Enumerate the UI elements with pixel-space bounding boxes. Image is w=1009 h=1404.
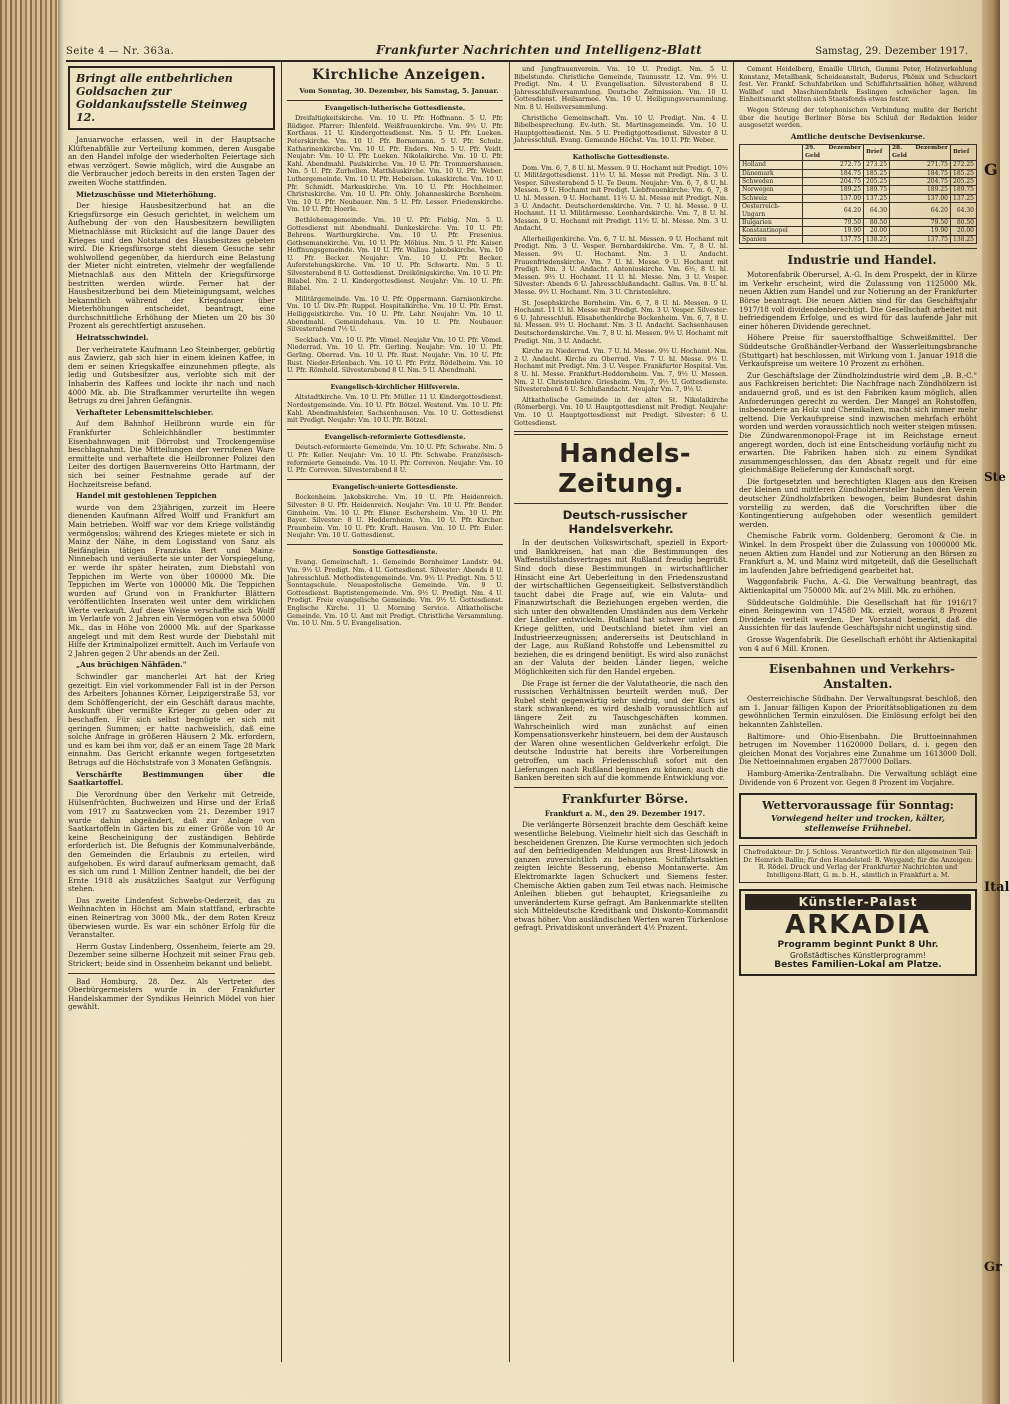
paragraph: und Jungfrauenverein. Vm. 10 U. Predigt. Nm. 5 U. Bibelstunde. Christliche Gemeinde, Taunusstr. 12. Vm. 9½ U. Predigt. Nm. 4 U. Evangelisation. Silvesterabend 8 U. Jahresschlußversammlung. Deutsche Zeltmission. Vm. 10 U. Gottesdienst. Heilsarmee. Vm. 10 U. Heiligungsversammlung. Nm. 8 U. Heilsversammlung. xyxy=(514,65,728,111)
paragraph: Cement Heidelberg, Emaille Ullrich, Gummi Peter, Holzverkohlung Konstanz, Metallbank, Scheideanstalt, Buderus, Phönix und Schuckert fest. Ver. Frankf. Schuhfabriken und Schiffahrtsaktien höher, während Wallhof und Maschinenfabrik Esslingen schwächer lagen. Im Einheitsmarkt stellten sich Staatsfonds etwas fester. xyxy=(739,65,977,104)
currency-name: Bulgarien xyxy=(740,219,803,227)
rate-value: 271.75 xyxy=(890,161,951,169)
table-row xyxy=(740,235,977,243)
divider xyxy=(739,657,977,658)
table-header: 29. Dezember Geld xyxy=(803,145,864,161)
rate-value: 272.75 xyxy=(803,161,864,169)
rate-value: 184.75 xyxy=(803,169,864,177)
paragraph: Militärgemeinde. Vm. 10 U. Pfr. Oppermann. Garnisonkirche. Vm. 10 U. Div.-Pfr. Ruppel. Hospitalkirche. Vm. 10 U. Pfr. Ernst. Heiliggeistkirche. Vm. 10 U. Pfr. Lehr. Neujahr: Vm. 10 U. Abendmahl. Gemeindehaus. Vm. 10 U. Pfr. Neubauer. Silvesterabend 7½ U. xyxy=(287,294,503,334)
paragraph: Chemische Fabrik vorm. Goldenberg, Geromont & Cie. in Winkel. In dem Prospekt über die Zulassung von 1000000 Mk. neuen Aktien zum Handel und zur Notierung an den Börsen zu Frankfurt a. M. und Mainz wird mitgeteilt, daß die Gesellschaft im laufenden Jahre befriedigend gearbeitet hat. xyxy=(739,531,977,575)
currency-name: Spanien xyxy=(740,235,803,243)
paragraph: Dreifaltigkeitskirche. Vm. 10 U. Pfr. Hoffmann. 5 U. Pfr. Rüdiger. Pfarrer: Ihlenfeld. Weißfrauenkirche. Vm. 9½ U. Pfr. Korthaus. 11 U. Kindergottesdienst. Nm. 5 U. Pfr. Lueken. Peterskirche. Vm. 10 U. Pfr. Bornemann. 5 U. Pfr. Schulz. Katharinenkirche. Vm. 10 U. Pfr. Enders. Nm. 5 U. Pfr. Veidt. Neujahr: Vm. 10 U. Pfr. Lueken. Nikolaikirche. Vm. 10 U. Pfr. Kahl. Abendmahl. Paulskirche. Vm. 10 U. Pfr. Trommershausen. Nm. 5 U. Pfr. Zurhellen. Matthäuskirche. Vm. 10 U. Pfr. Weber. Luthergemeinde. Vm. 10 U. Pfr. Hebeisen. Lukaskirche. Vm. 10 U. Pfr. Schmidt. Markuskirche. Vm. 10 U. Pfr. Hochheimer. Christuskirche. Vm. 10 U. Pfr. Ohly. Johanneskirche Bornheim. Vm. 10 U. Pfr. Neubauer. Nm. 5 U. Pfr. Lesser. Friedenskirche. Vm. 10 U. Pfr. Hoerle. xyxy=(287,114,503,214)
rate-value: 138.25 xyxy=(864,235,890,243)
page-header xyxy=(66,42,972,62)
paragraph: Dom. Vm. 6, 7, 8 U. hl. Messen. 9 U. Hochamt mit Predigt. 10½ U. Militärgottesdienst. 11½ U. hl. Messe mit Predigt. Nm. 3 U. Vesper. Silvesterabend 5 U. Te Deum. Neujahr: Vm. 6, 7, 8 U. hl. Messen. 9 U. Hochamt mit Predigt. Liebfrauenkirche. Vm. 6, 7, 8 U. hl. Messen. 9 U. Hochamt. 11½ U. hl. Messe mit Predigt. Nm. 3 U. Andacht. Deutschordenskirche. Vm. 7 U. hl. Messe. 9 U. Hochamt. 11 U. Militärmesse. Leonhardskirche. Vm. 7, 8 U. hl. Messen. 9 U. Hochamt mit Predigt. 11½ U. hl. Messe. Nm. 3 U. Andacht. xyxy=(514,163,728,233)
divider xyxy=(287,379,503,380)
rate-value: 185.25 xyxy=(864,169,890,177)
paragraph: Grosse Wagenfabrik. Die Gesellschaft erhöht ihr Aktienkapital von 4 auf 6 Mill. Kronen. xyxy=(739,634,977,653)
weather-title: Wettervoraussage für Sonntag: xyxy=(762,799,954,813)
table-header: Brief xyxy=(950,145,976,161)
currency-name: Norwegen xyxy=(740,186,803,194)
article-heading: Verschärfte Bestimmungen über die Saatkartoffel. xyxy=(68,769,275,788)
paragraph: Süddeutsche Goldmühle. Die Gesellschaft hat für 1916/17 einen Reingewinn von 174580 Mk. erzielt, woraus 8 Prozent Dividende verteilt werden. Der Vorstand bemerkt, daß die Aussichten für das laufende Geschäftsjahr nicht ungünstig sind. xyxy=(739,597,977,633)
paragraph: Schwindler gar mancherlei Art hat der Krieg gezeitigt. Ein viel vorkommender Fall ist in der Person des Arbeiters Johannes Körner, Leipzigerstraße 53, vor dem Schöffengericht, der ein Geschäft daraus machte, Auskunft über vermißte Krieger zu geben oder zu beschaffen. Für sich selbst begnügte er sich mit geringen Summen; er hatte nachweislich, daß eine solche Anfrage in größeren Häusern 2 Mk. erfordern, und es kam bei ihm vor, daß er an einem Tage 28 Mark einnahm. Das Gericht erkannte wegen fortgesetzten Betrugs auf die Höchststrafe von 3 Monaten Gefängnis. xyxy=(68,672,275,767)
article-heading: Mietzuschüsse und Mieterhöhung. xyxy=(76,189,217,199)
paragraph: Altkatholische Gemeinde in der alten St. Nikolaikirche (Römerberg). Vm. 10 U. Hauptgottesdienst mit Predigt. Neujahr: Vm. 10 U. Hauptgottesdienst mit Predigt. Silvester: 6 U. Gottesdienst. xyxy=(514,395,728,427)
divider xyxy=(287,100,503,101)
table-header: 28. Dezember Geld xyxy=(890,145,951,161)
rate-value: 79.50 xyxy=(890,219,951,227)
edge-fragment-1: G xyxy=(984,160,998,179)
gold-appeal-box xyxy=(68,66,275,130)
rate-value: 137.25 xyxy=(864,194,890,202)
newspaper-title: Frankfurter Nachrichten und Intelligenz-Blatt xyxy=(376,43,702,57)
rate-value: 20.00 xyxy=(864,227,890,235)
edge-fragment-2: Ste xyxy=(984,470,1006,484)
currency-name: Holland xyxy=(740,161,803,169)
column-catholic-and-trade xyxy=(514,66,728,1366)
rate-value: 205.25 xyxy=(950,177,976,185)
subsection-heading: Katholische Gottesdienste. xyxy=(572,152,670,161)
section-heading: Eisenbahnen und Verkehrs-Anstalten. xyxy=(769,662,955,692)
article-heading: Heiratsschwindel. xyxy=(76,333,149,343)
subsection-heading: Evangelisch-lutherische Gottesdienste. xyxy=(324,103,466,112)
paragraph: Waggonfabrik Fuchs, A.-G. Die Verwaltung beantragt, das Aktienkapital um 750000 Mk. auf 2¼ Mill. Mk. zu erhöhen. xyxy=(739,577,977,595)
currency-name: Schweden xyxy=(740,177,803,185)
divider xyxy=(287,429,503,430)
divider xyxy=(514,149,728,150)
paragraph: Seckbach. Vm. 10 U. Pfr. Vömel. Neujahr Vm. 10 U. Pfr. Vömel. Niederrad. Vm. 10 U. Pfr. Gerling. Neujahr: Vm. 10 U. Pfr. Gerling. Oberrad. Vm. 10 U. Pfr. Rust. Neujahr: Vm. 10 U. Pfr. Rust. Nieder-Erlenbach. Vm. 10 U. Pfr. Fritz. Rödelheim. Vm. 10 U. Pfr. Römheld. Silvesterabend 8 U. Nm. 5 U. Abendmahl. xyxy=(287,335,503,375)
rate-value: 137.75 xyxy=(803,235,864,243)
paragraph: Altstadtkirche. Vm. 10 U. Pfr. Müller. 11 U. Kindergottesdienst. Nordostgemeinde. Vm. 10 U. Pfr. Bötzel. Westend. Vm. 10 U. Pfr. Kahl. Abendmahlsfeier. Sachsenhausen. Vm. 10 U. Gottesdienst mit Predigt. Neujahr: Vm. 10 U. Pfr. Bötzel. xyxy=(287,393,503,425)
paragraph: Höhere Preise für sauerstoffhaltige Schweißmittel. Der Süddeutsche Großhändler-Verband der Wasserleitungsbranche (Stuttgart) hat beschlossen, mit Wirkung vom 1. Januar 1918 die Verkaufspreise um weitere 10 Prozent zu erhöhen. xyxy=(739,333,977,369)
paragraph: Wegen Störung der telephonischen Verbindung mußte der Bericht über die heutige Berliner Börse bis Schluß der Redaktion leider ausgesetzt werden. xyxy=(739,105,977,130)
subsection-heading: Evangelisch-kirchlicher Hilfsverein. xyxy=(330,382,460,391)
paragraph: Herrn Gustav Lindenberg, Ossenheim, feierte am 29. Dezember seine silberne Hochzeit mit seiner Frau geb. Strickert; beide sind in Ossenheim bekannt und beliebt. xyxy=(68,941,275,969)
paragraph: Die Frage ist ferner die der Valutatheorie, die nach den russischen Verhältnissen beurteilt werden muß. Der Rubel steht gegenwärtig sehr niedrig, und der Kurs ist stark schwankend; es wird deshalb voraussichtlich auf längere Zeit zu Tauschgeschäften kommen. Wahrscheinlich wird man zunächst auf einen Kompensationsverkehr hinsteuern, bei dem der Austausch der Waren ohne wesentlichen Geldverkehr erfolgt. Die deutsche Industrie hat bereits ihre Vorbereitungen getroffen, um nach Friedensschluß sofort mit den Lieferungen nach Rußland beginnen zu können; auch die Banken bereiten sich auf die kommende Entwicklung vor. xyxy=(514,678,728,783)
paragraph: Zur Geschäftslage der Zündholzindustrie wird dem „B. B.-C." aus Fachkreisen berichtet: Die Nachfrage nach Zündhölzern ist andauernd groß, und es ist den Fabriken kaum möglich, allen Anforderungen gerecht zu werden. Der Mangel an Rohstoffen, insbesondere an Holz und Chemikalien, macht sich immer mehr geltend. Die Verkaufspreise sind inzwischen mehrfach erhöht worden und werden voraussichtlich noch weiter steigen müssen. Die Zündwarenmonopol-Frage ist im Reichstage erneut angeregt worden, doch ist eine Entscheidung vorläufig nicht zu erwarten. Die Fabriken haben sich zu einem Syndikat zusammengeschlossen, das den Absatz regelt und für eine gleichmäßige Belieferung der Kundschaft sorgt. xyxy=(739,370,977,475)
column-church-notices xyxy=(287,66,503,1366)
rate-value: 19.90 xyxy=(803,227,864,235)
ad-venue-band: Künstler-Palast xyxy=(745,894,971,910)
table-row xyxy=(740,203,977,219)
paragraph: Baltimore- und Ohio-Eisenbahn. Die Bruttoeinnahmen betrugen im November 11620000 Dollars, d. i. gegen den gleichen Monat des Vorjahres eine Zunahme um 1613000 Doll. Die Nettoeinnahmen ergaben 2877000 Dollars. xyxy=(739,731,977,767)
divider xyxy=(514,503,728,504)
paragraph: In der deutschen Volkswirtschaft, speziell in Export- und Bankkreisen, hat man die Bestimmungen des Waffenstillstandsvertrages mit Rußland freudig begrüßt. Sind doch diese Bestimmungen in wirtschaftlicher Hinsicht eine Art Ueberleitung in den Friedenszustand der wirtschaftlichen Gegenseitigkeit. Selbstverständlich taucht dabei die Frage auf, wie ein Valuta- und Finanzwirtschaft die Beziehungen ergeben werden, die sich unter den obwaltenden Umständen aus dem Verkehr der Ländler entwickeln. Rußland hat schwer unter dem Kriege gelitten, und Deutschland bietet ihm viel an Industrieerzeugnissen; andererseits ist Deutschland in der Lage, aus Rußland Rohstoffe und Lebensmittel zu beziehen, die es dringend benötigt. Es wird also zunächst an der Valuta der beiden Länder liegen, welche Möglichkeiten sich für den Handel ergeben. xyxy=(514,538,728,677)
weather-forecast-box xyxy=(739,793,977,839)
rate-value: 64.20 xyxy=(803,203,864,219)
article-heading: Verhafteter Lebensmittelschieber. xyxy=(76,407,214,417)
paragraph: Bad Homburg. 28. Dez. Als Vertreter des Oberbürgermeisters wurde in der Frankfurter Handelskammer der Syndikus Heinrich Mödel von hier gewählt. xyxy=(68,976,275,1012)
section-heading: Industrie und Handel. xyxy=(787,253,937,268)
table-row xyxy=(740,186,977,194)
ad-line: Großstädtisches Künstlerprogramm! xyxy=(790,951,926,961)
table-row xyxy=(740,219,977,227)
paragraph: Das zweite Lindenfest Schwebs-Oederzeit, das zu Weihnachten in Höchst am Main stattfand, erbrachte einen Reinertrag von 3000 Mk., der dem Roten Kreuz überwiesen wurde. Es war ein schöner Erfolg für die Veranstalter. xyxy=(68,895,275,940)
paragraph: Kirche zu Niederrad. Vm. 7 U. hl. Messe. 9½ U. Hochamt. Nm. 2 U. Andacht. Kirche zu Oberrad. Vm. 7 U. hl. Messe. 9½ U. Hochamt mit Predigt. Nm. 3 U. Vesper. Frankfurter Hospital. Vm. 8 U. hl. Messe. Frankfurt-Heddernheim. Vm. 7, 9½ U. Messen. Nm. 2 U. Christenlehre. Griesheim. Vm. 7, 9½ U. Gottesdienste. Silvesterabend 6 U. Schlußandacht. Neujahr Vm. 7, 9½ U. xyxy=(514,347,728,394)
rate-value: 189.25 xyxy=(890,186,951,194)
paragraph: Die Verordnung über den Verkehr mit Getreide, Hülsenfrüchten, Buchweizen und Hirse und der Erlaß vom 1917 zu Saatzwecken vom 21. Dezember 1917 wurde dahin abgeändert, daß zur Anlage von Saatkartoffeln in Gärten bis zu einer Größe von 10 Ar keine Bescheinigung der zuständigen Behörde erforderlich ist. Die Befugnis der Kommunalverbände, den Gemeinden die Erlaubnis zu erteilen, wird aufgehoben. Es wird darauf aufmerksam gemacht, daß es sich um rund 1 Million Zentner handelt, die bei der Ernte 1918 als zusätzliches Saatgut zur Verfügung stehen. xyxy=(68,789,275,894)
rate-value: 272.25 xyxy=(950,161,976,169)
imprint-box xyxy=(739,845,977,883)
subsection-heading: Evangelisch-reformierte Gottesdienste. xyxy=(324,432,466,441)
paragraph: Januarwoche erlassen, weil in der Hauptsache Klüftenabfälle zur Verteilung kommen, deren Ausgabe an den Handel infolge der wiederholten Feiertage sich etwas verzögert. Sowie möglich, wird die Ausgabe an die Verbraucher jedoch bereits in den ersten Tagen der zweiten Woche stattfinden. xyxy=(68,135,275,187)
article-heading: Deutsch-russischer Handelsverkehr. xyxy=(562,508,688,537)
edge-fragment-3: Ital xyxy=(984,880,1009,895)
issue-date: Samstag, 29. Dezember 1917. xyxy=(815,46,968,57)
paragraph: Der hiesige Hausbesitzerbund hat an die Kriegsfürsorge ein Gesuch gerichtet, in welchem um Aufhebung der von den Hausbesitzern bewilligten Mietnachlässe mit Rücksicht auf die lange Dauer des Krieges und den Notstand des Hausbesitzes gebeten wird. Die Kriegsfürsorge steht diesem Gesuche sehr wohlwollend gegenüber, da hierdurch eine Belastung der Mieter nicht eintreten, vielmehr der wegfallende Mietnachlaß aus den Mitteln der Kriegsfürsorge bestritten werden würde. Ferner hat der Hausbesitzerbund bei dem Mieteinigungsamt, welches bekanntlich während der Kriegsdauer über Mieterhöhungen entscheidet, beantragt, eine durchschnittliche Erhöhung der Mieten um 20 bis 30 Prozent als gerechtfertigt anzusehen. xyxy=(68,201,275,331)
weather-text: Vorwiegend heiter und trocken, kälter, stellenweise Frühnebel. xyxy=(771,813,945,834)
table-row xyxy=(740,227,977,235)
column-rule xyxy=(509,62,510,1362)
subsection-heading: Evangelisch-unierte Gottesdienste. xyxy=(332,482,458,491)
section-subtitle: Vom Sonntag, 30. Dezember, bis Samstag, 5. Januar. xyxy=(299,87,499,95)
adjacent-page-edge xyxy=(982,0,1000,1404)
paragraph: Auf dem Bahnhof Heilbronn wurde ein für Frankfurter Schleichhändler bestimmter Eisenbahnwagen mit Dörrobst und Trockengemüse beschlagnahmt. Die Mitteilungen der verrufenen Ware ermittelte und verhaftete die Heilbronner Polizei den Leiter des dortigen Bauernvereins Otto Hartmann, der sich bei seiner Festnahme gerade auf der Hochzeitsreise befand. xyxy=(68,419,275,489)
rate-value: 20.00 xyxy=(950,227,976,235)
column-rule xyxy=(281,62,282,1362)
rate-value: 64.30 xyxy=(864,203,890,219)
table-row xyxy=(740,194,977,202)
paragraph: Motorenfabrik Oberursel, A.-G. In dem Prospekt, der in Kürze im Verkehr erscheint, wird die Zulassung von 1125000 Mk. neuen Aktien zum Handel und zur Notierung an der Frankfurter Börse beantragt. Die neuen Aktien sind für das Geschäftsjahr 1917/18 voll dividendenberechtigt. Die Gesellschaft arbeitet mit befriedigendem Erfolge, und es wird für das laufende Jahr mit einer höheren Dividende gerechnet. xyxy=(739,270,977,331)
arkadia-advertisement xyxy=(739,889,977,976)
dateline: Frankfurt a. M., den 29. Dezember 1917. xyxy=(544,808,706,818)
paragraph: wurde von dem 23jährigen, zurzeit im Heere dienenden Kaufmann Alfred Wolff und Frankfurt am Main betrieben. Wolff war vor dem Kriege vollständig vermögenslos; während des Krieges mietete er sich in Mainz der Nähe, in dem Logisstand von Sanz als Beifänglein tätigen Franziska Bert und Mainz-Ninnebach und veräußerte sie unter der Vorspiegelung, er werde ihr später heiraten, zum Diebstahl von Teppichen im Werte von über 100000 Mk. Die Teppichen im Werte von 100000 Mk. Die Teppichen wurden auf Grund von in Frankfurter Blättern veröffentlichten Inseraten weit unter dem wirklichen Werte verkauft. Auf diese Weise verschaffte sich Wolff im Verlaufe von 2 Jahren ein Vermögen von etwa 50000 Mk., das in Höhe von 20000 Mk. auf der Sparkasse angelegt und mit dem Rest wurde der Diebstahl mit Hilfe der Kriminalpolizei ermittelt. Auch im Verlaufe von 2 Jahren gegen 2 Uhr abends an der Zeil. xyxy=(68,502,275,658)
article-heading: „Aus brüchigen Nähfäden." xyxy=(76,660,187,670)
rate-value: 204.75 xyxy=(803,177,864,185)
rate-value: 137.00 xyxy=(803,194,864,202)
currency-name: Schweiz xyxy=(740,194,803,202)
table-row xyxy=(740,161,977,169)
article-heading: Frankfurter Börse. xyxy=(561,791,689,806)
currency-name: Oesterreich-Ungarn xyxy=(740,203,803,219)
paragraph: Oesterreichische Südbahn. Der Verwaltungsrat beschloß, den am 1. Januar fälligen Kupon der Prioritätsobligationen zu dem gewöhnlichen Termin einzulösen. Die Einlösung erfolgt bei den bekannten Zahlstellen. xyxy=(739,694,977,729)
paragraph: Evang. Gemeinschaft. 1. Gemeinde Bornheimer Landstr. 94. Vm. 9½ U. Predigt. Nm. 4 U. Gottesdienst. Silvester: Abends 8 U. Jahresschluß. Methodistengemeinde. Vm. 9½ U. Predigt. Nm. 5 U. Sonntagschule. Neuapostolische Gemeinde. Vm. 9 U. Gottesdienst. Baptistengemeinde. Vm. 9½ U. Predigt. Nm. 4 U. Predigt. Freie evangelische Gemeinde. Vm. 9½ U. Gottesdienst. Englische Kirche. 11 U. Morning Service. Altkatholische Gemeinde. Vm. 10 U. Amt mit Predigt. Christliche Versammlung. Vm. 10 U. Nm. 5 U. Evangelisation. xyxy=(287,558,503,628)
rate-value: 137.75 xyxy=(890,235,951,243)
ad-line: Bestes Familien-Lokal am Platze. xyxy=(774,960,942,971)
ad-line: Programm beginnt Punkt 8 Uhr. xyxy=(777,940,939,951)
rate-value: 273.25 xyxy=(864,161,890,169)
table-header: Brief xyxy=(864,145,890,161)
paragraph: St. Josephskirche Bornheim. Vm. 6, 7, 8 U. hl. Messen. 9 U. Hochamt. 11 U. hl. Messe mit Predigt. Nm. 3 U. Vesper. Silvester: 6 U. Jahresschluß. Elisabethenkirche Bockenheim. Vm. 6, 7, 8 U. hl. Messen. 9½ U. Hochamt. Nm. 3 U. Andacht. Sachsenhausen Deutschordenskirche. Vm. 7, 8 U. hl. Messen. 9½ U. Hochamt mit Predigt. Nm. 3 U. Andacht. xyxy=(514,298,728,345)
table-row xyxy=(740,169,977,177)
section-title: Kirchliche Anzeigen. xyxy=(312,67,486,83)
ad-venue-name: ARKADIA xyxy=(785,910,931,941)
rate-value: 79.50 xyxy=(803,219,864,227)
rate-value: 184.75 xyxy=(890,169,951,177)
divider xyxy=(68,973,275,974)
rate-value: 138.25 xyxy=(950,235,976,243)
rate-value: 189.75 xyxy=(950,186,976,194)
divider xyxy=(739,248,977,249)
column-markets xyxy=(739,66,977,1366)
divider xyxy=(514,431,728,435)
paragraph: Christliche Gemeinschaft. Vm. 10 U. Predigt. Nm. 4 U. Bibelbesprechung. Ev.-luth. St. Martinsgemeinde. Vm. 10 U. Hauptgottesdienst. Nm. 5 U. Predigtgottesdienst. Silvester 8 U. Jahresschluß. Evang. Gemeinde Höchst. Vm. 10 U. Pfr. Weber. xyxy=(514,113,728,145)
rate-value: 185.25 xyxy=(950,169,976,177)
rate-value: 137.25 xyxy=(950,194,976,202)
divider xyxy=(287,544,503,545)
page-number: Seite 4 — Nr. 363a. xyxy=(66,46,175,57)
paragraph: Hamburg-Amerika-Zentralbahn. Die Verwaltung schlägt eine Dividende von 6 Prozent vor. Gegen 8 Prozent im Vorjahre. xyxy=(739,768,977,787)
column-rule xyxy=(733,62,734,1362)
table-row xyxy=(740,177,977,185)
paragraph: Bockenheim. Jakobskirche. Vm. 10 U. Pfr. Heidenreich. Silvester: 8 U. Pfr. Heidenreich. Neujahr: Vm. 10 U. Pfr. Bender. Ginnheim. Vm. 10 U. Pfr. Elsner. Eschersheim. Vm. 10 U. Pfr. Bayer. Silvester: 8 U. Heddernheim. Vm. 10 U. Pfr. Kircher. Praunheim. Vm. 10 U. Pfr. Kraft. Hausen. Vm. 10 U. Pfr. Euler. Neujahr: Vm. 10 U. Gottesdienst. xyxy=(287,493,503,540)
paragraph: Bethlehemsgemeinde. Vm. 10 U. Pfr. Fiebig. Nm. 5 U. Gottesdienst mit Abendmahl. Dankeskirche. Vm. 10 U. Pfr. Behrens. Wartburgkirche. Vm. 10 U. Pfr. Fresenius. Gethsemanekirche. Vm. 10 U. Pfr. Möbius. Nm. 5 U. Pfr. Kaiser. Hoffnungsgemeinde. Vm. 10 U. Pfr. Wallau. Jakobskirche. Vm. 10 U. Pfr. Becker. Neujahr: Vm. 10 U. Pfr. Becker. Auferstehungskirche. Vm. 10 U. Pfr. Schwartz. Nm. 5 U. Silvesterabend 8 U. Gottesdienst. Dreikönigskirche. Vm. 10 U. Pfr. Bilabel. Nm. 2 U. Kindergottesdienst. Neujahr: Vm. 10 U. Pfr. Bilabel. xyxy=(287,215,503,293)
rate-value: 19.90 xyxy=(890,227,951,235)
paragraph: Die fortgesetzten und berechtigten Klagen aus den Kreisen der kleinen und mittleren Zündholzhersteller haben den Verein deutscher Zündholzfabriken bewogen, beim Bundesrat dahin vorstellig zu werden, daß die Vorschriften über die Kontingentierung aufgehoben oder wesentlich gemildert werden. xyxy=(739,476,977,529)
paragraph: Deutsch-reformierte Gemeinde. Vm. 10 U. Pfr. Schwabe. Nm. 5 U. Pfr. Keller. Neujahr: Vm. 10 U. Pfr. Schwabe. Französisch-reformierte Gemeinde. Vm. 10 U. Pfr. Correvon. Neujahr: Vm. 10 U. Pfr. Correvon. Silvesterabend 8 U. xyxy=(287,443,503,475)
edge-fragment-4: Gr xyxy=(984,1260,1002,1275)
rate-value: 64.20 xyxy=(890,203,951,219)
rate-value: 80.50 xyxy=(864,219,890,227)
table-title: Amtliche deutsche Devisenkurse. xyxy=(790,131,926,141)
rate-value: 189.25 xyxy=(803,186,864,194)
book-binding xyxy=(0,0,58,1404)
paragraph: Die verlängerte Börsenzeit brachte dem Geschäft keine wesentliche Belebung. Vielmehr hielt sich das Geschäft in bescheidenen Grenzen. Die Kurse vermochten sich jedoch auf den befriedigenden Meldungen aus Brest-Litowsk in ganzen zuversichtlich zu behaupten. Schiffahrtsaktien zeigten leichte Besserung, ebenso Montanwerte. Am Elektromarkte lagen Schuckert und Siemens fester. Chemische Aktien gaben zum Teil etwas nach. Heimische Anleihen blieben gut behauptet, Kriegsanleihe zu unverändertem Kurse gefragt. Am Bankenmarkte stellten sich Mitteldeutsche Kreditbank und Diskonto-Kommandit etwas höher. Von ausländischen Werten waren Türkenlose gefragt. Privatdiskont unverändert 4½ Prozent. xyxy=(514,820,728,933)
divider xyxy=(287,479,503,480)
table-header xyxy=(740,145,803,161)
subsection-heading: Sonstige Gottesdienste. xyxy=(352,547,438,556)
rate-value: 189.75 xyxy=(864,186,890,194)
gold-appeal-text: Bringt alle entbehrlichen Goldsachen zur Goldankaufsstelle Steinweg 12. xyxy=(76,72,248,124)
currency-name: Dänemark xyxy=(740,169,803,177)
trade-section-title: Handels-Zeitung. xyxy=(558,439,691,500)
rate-value: 80.50 xyxy=(950,219,976,227)
rate-value: 204.75 xyxy=(890,177,951,185)
currency-name: Konstantinopel xyxy=(740,227,803,235)
paragraph: Der verheiratete Kaufmann Leo Steinberger, gebürtig aus Zawierz, gab sich hier in einem kleinen Kaffee, in dem er seinen Kriegskaffee einzunehmen pflegte, als ledig und Gutsbesitzer aus, verlobte sich mit der Inhaberin des Kaffees und lockte ihr nach und nach 4000 Mk. ab. Die Strafkammer verurteilte ihn wegen Betrugs zu drei Jahren Gefängnis. xyxy=(68,344,275,406)
column-local-news xyxy=(68,66,275,1366)
imprint-text: Chefredakteur: Dr. J. Schloss. Verantwortlich für den allgemeinen Teil: Dr. Heinrich Ballin; für den Handelsteil: B. Weygand; für die Anzeigen: R. Rödel. Druck und Verlag der Frankfurter Nachrichten und Intelligenz-Blatt, G. m. b. H., sämtlich in Frankfurt a. M. xyxy=(743,848,973,879)
rate-value: 205.25 xyxy=(864,177,890,185)
divider xyxy=(514,787,728,788)
exchange-rate-table xyxy=(739,144,977,244)
article-heading: Handel mit gestohlenen Teppichen xyxy=(76,491,217,501)
rate-value: 64.30 xyxy=(950,203,976,219)
rate-value: 137.00 xyxy=(890,194,951,202)
paragraph: Allerheiligenkirche. Vm. 6, 7 U. hl. Messen. 9 U. Hochamt mit Predigt. Nm. 3 U. Vesper. Bernhardskirche. Vm. 7, 8 U. hl. Messen. 9½ U. Hochamt. Nm. 3 U. Andacht. Frauenfriedenskirche. Vm. 7 U. hl. Messe. 9 U. Hochamt mit Predigt. Nm. 3 U. Andacht. Antoniuskirche. Vm. 6½, 8 U. hl. Messen. 9½ U. Hochamt. 11 U. hl. Messe. Nm. 3 U. Vesper. Silvester: Abends 6 U. Jahresschlußandacht. Gallus. Vm. 8 U. hl. Messe. 9½ U. Hochamt. Nm. 3 U. Christenlehre. xyxy=(514,234,728,297)
